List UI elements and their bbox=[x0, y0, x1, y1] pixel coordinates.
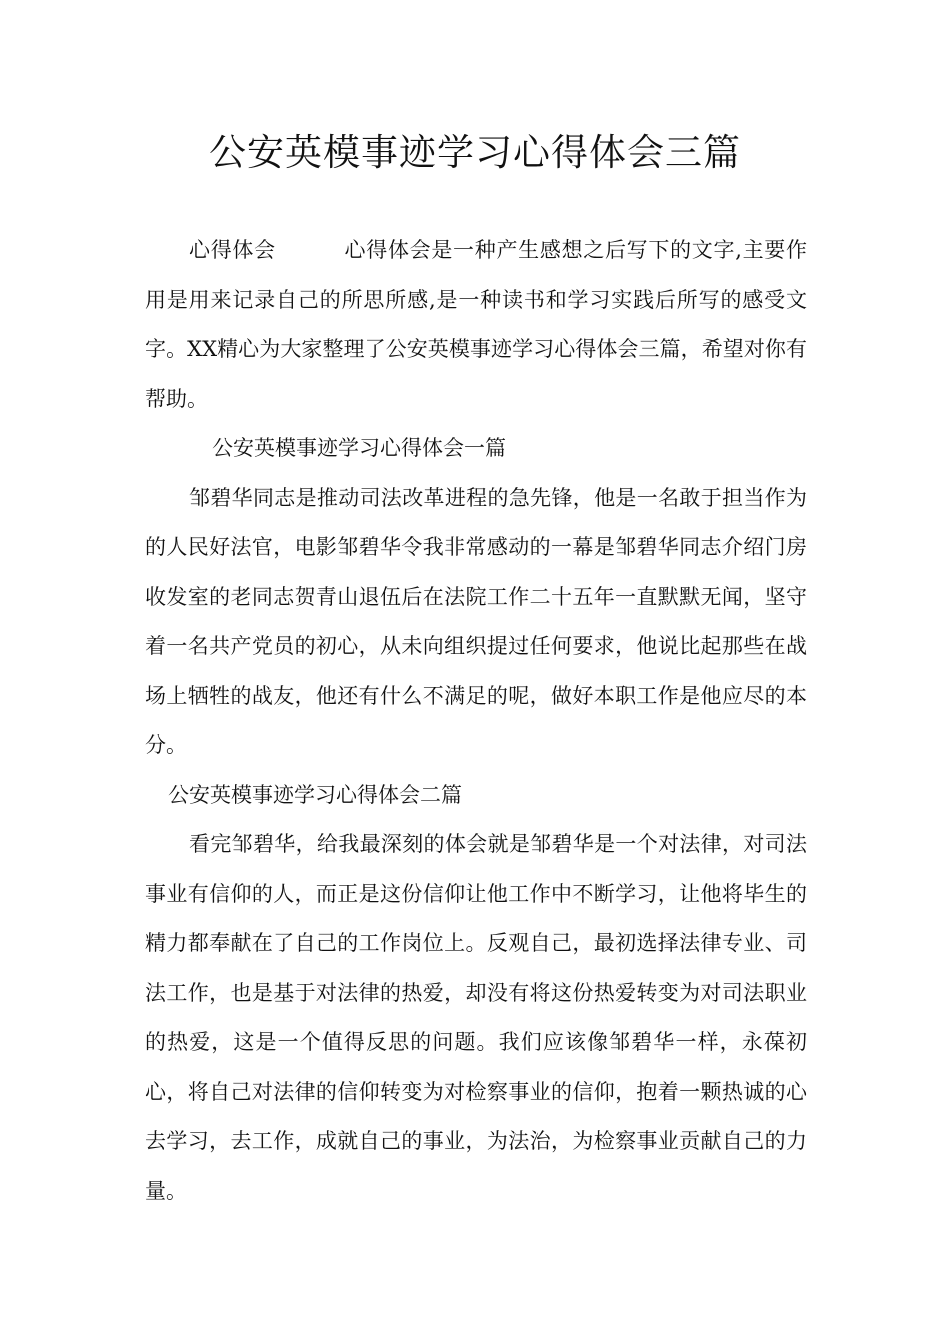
intro-paragraph bbox=[145, 226, 807, 424]
section-1-paragraph: 邹碧华同志是推动司法改革进程的急先锋，他是一名敢于担当作为的人民好法官，电影邹碧华令我非常感动的一幕是邹碧华同志介绍门房收发室的老同志贺青山退伍后在法院工作二十五年一直默默无闻，坚守着一名共产党员的初心，从未向组织提过任何要求，他说比起那些在战场上牺牲的战友，他还有什么不满足的呢，做好本职工作是他应尽的本分。 bbox=[145, 485, 807, 757]
section-2-heading: 公安英模事迹学习心得体会二篇 bbox=[168, 782, 462, 807]
section-1-heading: 公安英模事迹学习心得体会一篇 bbox=[212, 436, 506, 460]
section-2-paragraph: 看完邹碧华，给我最深刻的体会就是邹碧华是一个对法律，对司法事业有信仰的人，而正是这份信仰让他工作中不断学习，让他将毕生的精力都奉献在了自己的工作岗位上。反观自己，最初选择法律专业、司法工作，也是基于对法律的热爱，却没有将这份热爱转变为对司法职业的热爱，这是一个值得反思的问题。我们应该像邹碧华一样，永葆初心，将自己对法律的信仰转变为对检察事业的信仰，抱着一颗热诚的心去学习，去工作，成就自己的事业，为法治，为检察事业贡献自己的力量。 bbox=[145, 832, 807, 1203]
intro-text: 心得体会是一种产生感想之后写下的文字,主要作用是用来记录自己的所思所感,是一种读书和学习实践后所写的感受文字。XX精心为大家整理了公安英模事迹学习心得体会三篇，希望对你有帮助。 bbox=[145, 238, 807, 411]
document-body bbox=[145, 226, 807, 1216]
intro-label: 心得体会 bbox=[189, 238, 276, 262]
document-title: 公安英模事迹学习心得体会三篇 bbox=[209, 131, 741, 174]
